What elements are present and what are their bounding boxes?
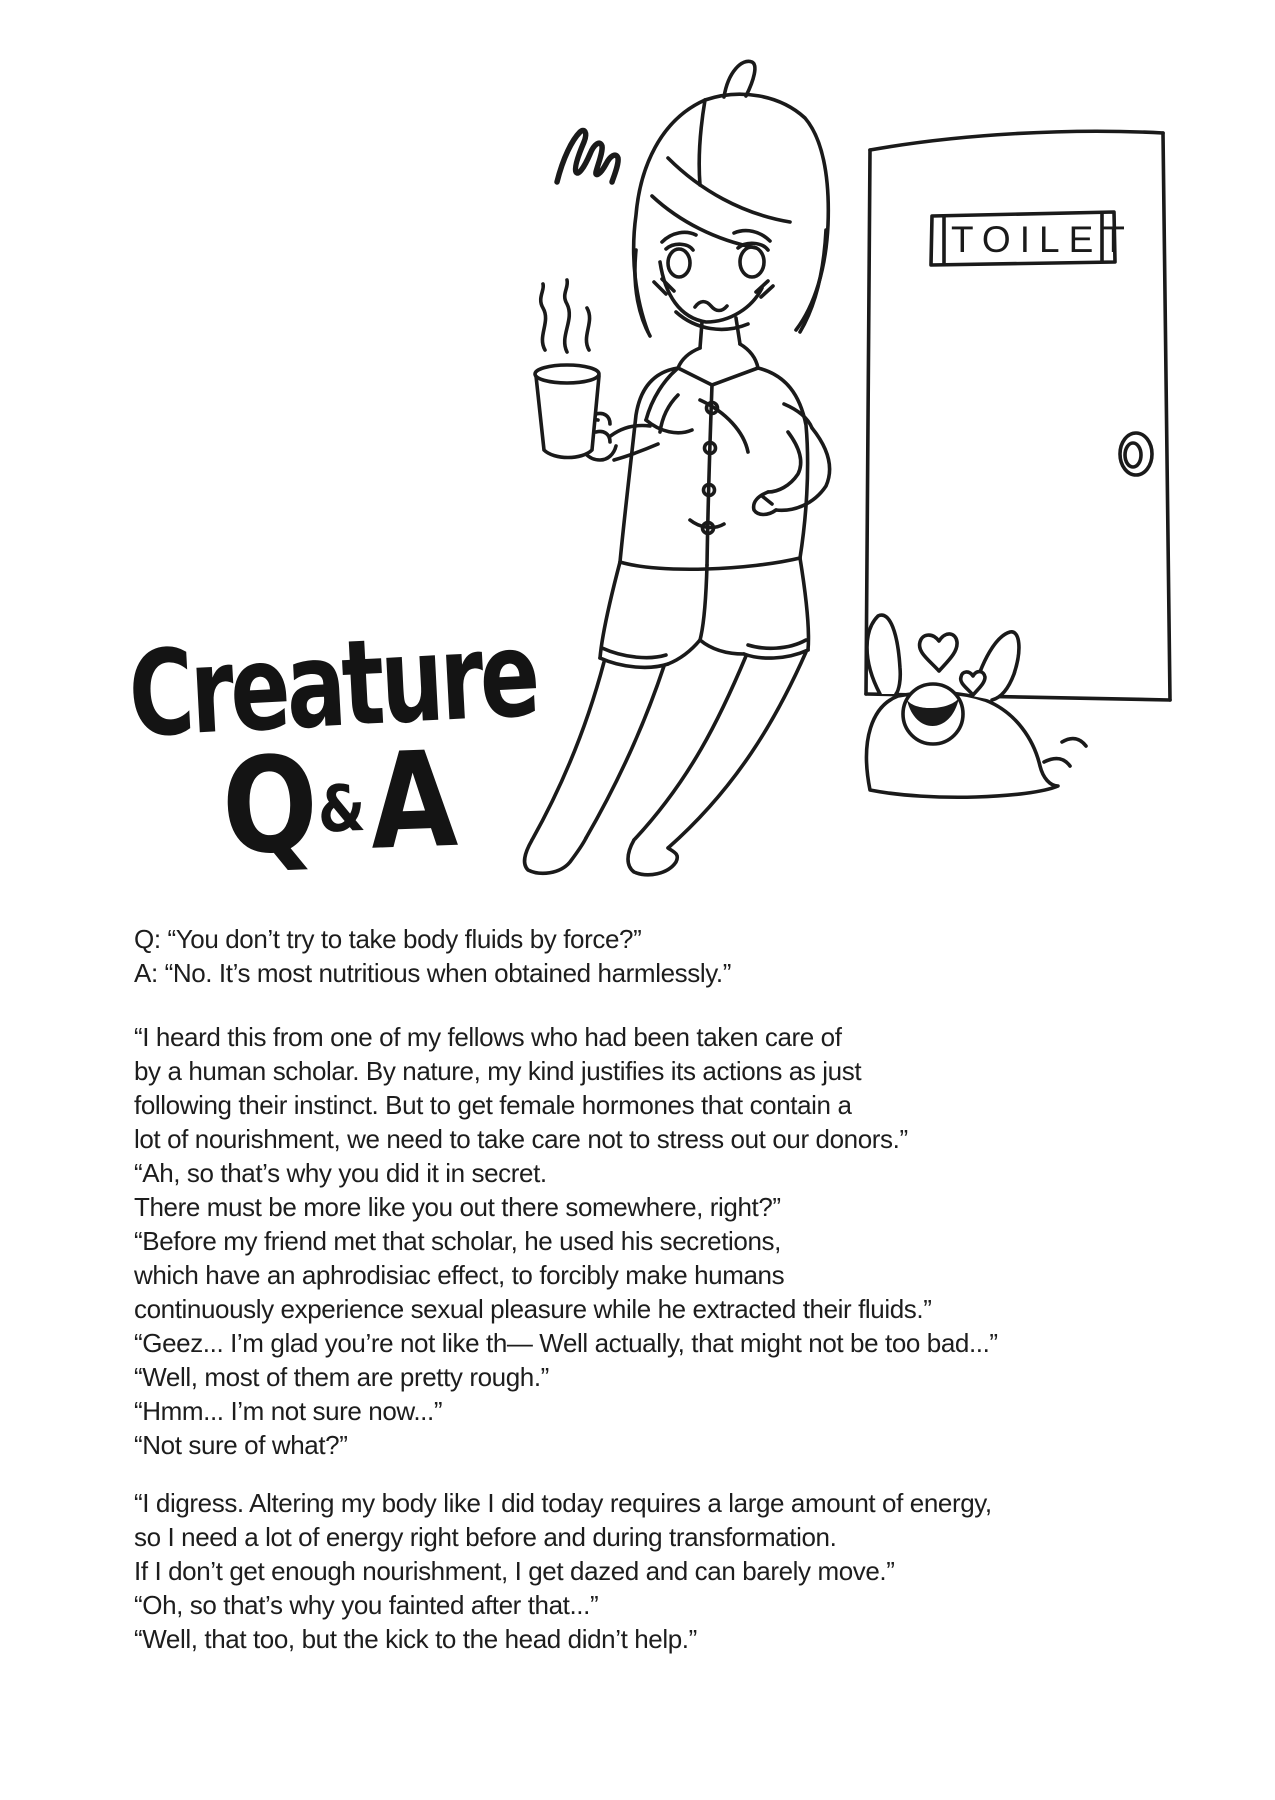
paragraph-1 bbox=[134, 1020, 1244, 1462]
qa-header bbox=[134, 922, 1244, 990]
pajama-shirt bbox=[620, 368, 808, 569]
girl-character bbox=[525, 61, 830, 874]
answer-line: A: “No. It’s most nutritious when obtained harmlessly.” bbox=[134, 958, 731, 988]
arm-on-hip bbox=[754, 404, 830, 515]
text-line: “Well, most of them are pretty rough.” bbox=[134, 1362, 549, 1392]
text-line: “Not sure of what?” bbox=[134, 1430, 348, 1460]
title-q: Q bbox=[219, 727, 319, 885]
text-line: “Before my friend met that scholar, he used his secretions, bbox=[134, 1226, 781, 1256]
annoyance-scribble-icon bbox=[557, 130, 618, 182]
text-line: by a human scholar. By nature, my kind justifies its actions as just bbox=[134, 1056, 862, 1086]
text-line: which have an aphrodisiac effect, to forcibly make humans bbox=[134, 1260, 785, 1290]
text-line: continuously experience sexual pleasure while he extracted their fluids.” bbox=[134, 1294, 932, 1324]
page-title-qa bbox=[219, 722, 458, 885]
qa-text-block bbox=[134, 922, 1244, 1656]
title-ampersand: & bbox=[316, 771, 367, 848]
text-line: “Oh, so that’s why you fainted after that...” bbox=[134, 1590, 599, 1620]
hair bbox=[634, 61, 829, 336]
text-line: following their instinct. But to get female hormones that contain a bbox=[134, 1090, 852, 1120]
toilet-sign-label: TOILET bbox=[951, 219, 1134, 260]
pajama-shorts bbox=[600, 558, 809, 667]
heart-icon bbox=[920, 634, 958, 671]
text-line: “Hmm... I’m not sure now...” bbox=[134, 1396, 443, 1426]
text-line: “Well, that too, but the kick to the head didn’t help.” bbox=[134, 1624, 697, 1654]
foot bbox=[525, 838, 586, 873]
text-line: There must be more like you out there somewhere, right?” bbox=[134, 1192, 781, 1222]
text-line: “Ah, so that’s why you did it in secret. bbox=[134, 1158, 547, 1188]
text-line: “Geez... I’m glad you’re not like th— Well actually, that might not be too bad...” bbox=[134, 1328, 998, 1358]
text-line: lot of nourishment, we need to take care not to stress out our donors.” bbox=[134, 1124, 908, 1154]
title-a: A bbox=[367, 722, 458, 880]
creature-character bbox=[866, 615, 1086, 797]
text-line: If I don’t get enough nourishment, I get dazed and can barely move.” bbox=[134, 1556, 895, 1586]
steaming-cup bbox=[535, 280, 610, 458]
door-knob bbox=[1120, 433, 1152, 475]
toilet-door bbox=[866, 131, 1170, 700]
legs bbox=[525, 652, 806, 875]
steam-lines bbox=[541, 284, 546, 350]
coffee-cup bbox=[536, 376, 599, 458]
question-line: Q: “You don’t try to take body fluids by force?” bbox=[134, 924, 642, 954]
creature-left-flipper bbox=[867, 615, 900, 694]
toilet-sign bbox=[931, 212, 1134, 265]
page-title-creature: Creature bbox=[125, 604, 540, 764]
text-line: “I digress. Altering my body like I did today requires a large amount of energy, bbox=[134, 1488, 992, 1518]
text-line: “I heard this from one of my fellows who had been taken care of bbox=[134, 1022, 842, 1052]
paragraph-2 bbox=[134, 1486, 1244, 1656]
text-line: so I need a lot of energy right before and during transformation. bbox=[134, 1522, 837, 1552]
